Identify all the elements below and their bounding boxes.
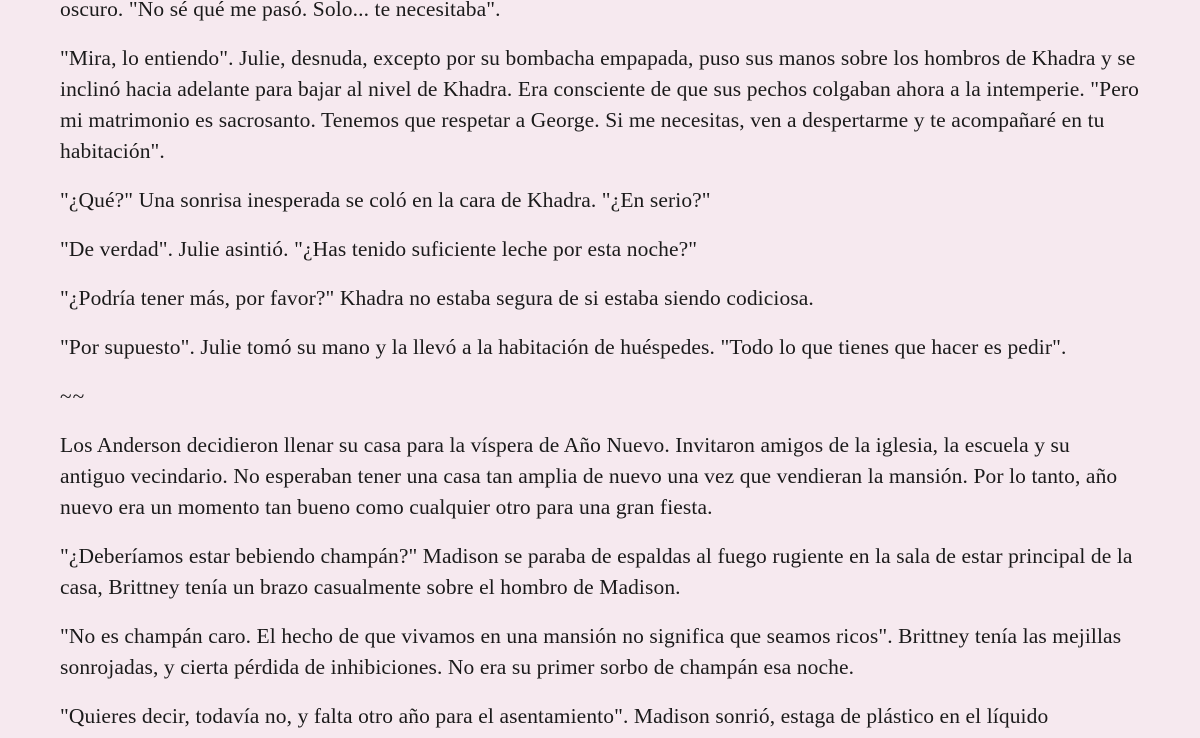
paragraph: "Por supuesto". Julie tomó su mano y la llevó a la habitación de huéspedes. "Todo lo que tienes que hacer es pedir". (60, 335, 1067, 359)
paragraph: Los Anderson decidieron llenar su casa para la víspera de Año Nuevo. Invitaron amigos de la iglesia, la escuela y su antiguo vecindario. No esperaban tener una casa tan amplia de nuevo una vez que vendieran la mansión. Por lo tanto, año nuevo era un momento tan bueno como cualquier otro para una gran fiesta. (60, 433, 1118, 519)
paragraph: "No es champán caro. El hecho de que vivamos en una mansión no significa que seamos ricos". Brittney tenía las mejillas sonrojadas, y cierta pérdida de inhibiciones. No era su primer sorbo de champán esa noche. (60, 624, 1122, 679)
paragraph: "Mira, lo entiendo". Julie, desnuda, excepto por su bombacha empapada, puso sus manos sobre los hombros de Khadra y se inclinó hacia adelante para bajar al nivel de Khadra. Era consciente de que sus pechos colgaban ahora a la intemperie. "Pero mi matrimonio es sacrosanto. Tenemos que respetar a George. Si me necesitas, ven a despertarme y te acompañaré en tu habitación". (60, 46, 1139, 163)
paragraph: "¿Podría tener más, por favor?" Khadra no estaba segura de si estaba siendo codiciosa. (60, 286, 814, 310)
paragraph: "De verdad". Julie asintió. "¿Has tenido suficiente leche por esta noche?" (60, 237, 698, 261)
paragraph: "Quieres decir, todavía no, y falta otro año para el asentamiento". Madison sonrió, estaga de plástico en el líquido (60, 704, 1049, 728)
section-separator: ~~ (60, 384, 86, 408)
paragraph: "¿Deberíamos estar bebiendo champán?" Madison se paraba de espaldas al fuego rugiente en la sala de estar principal de la casa, Brittney tenía un brazo casualmente sobre el hombro de Madison. (60, 544, 1133, 599)
paragraph: "¿Qué?" Una sonrisa inesperada se coló en la cara de Khadra. "¿En serio?" (60, 188, 711, 212)
paragraph: oscuro. "No sé qué me pasó. Solo... te necesitaba". (60, 0, 501, 21)
